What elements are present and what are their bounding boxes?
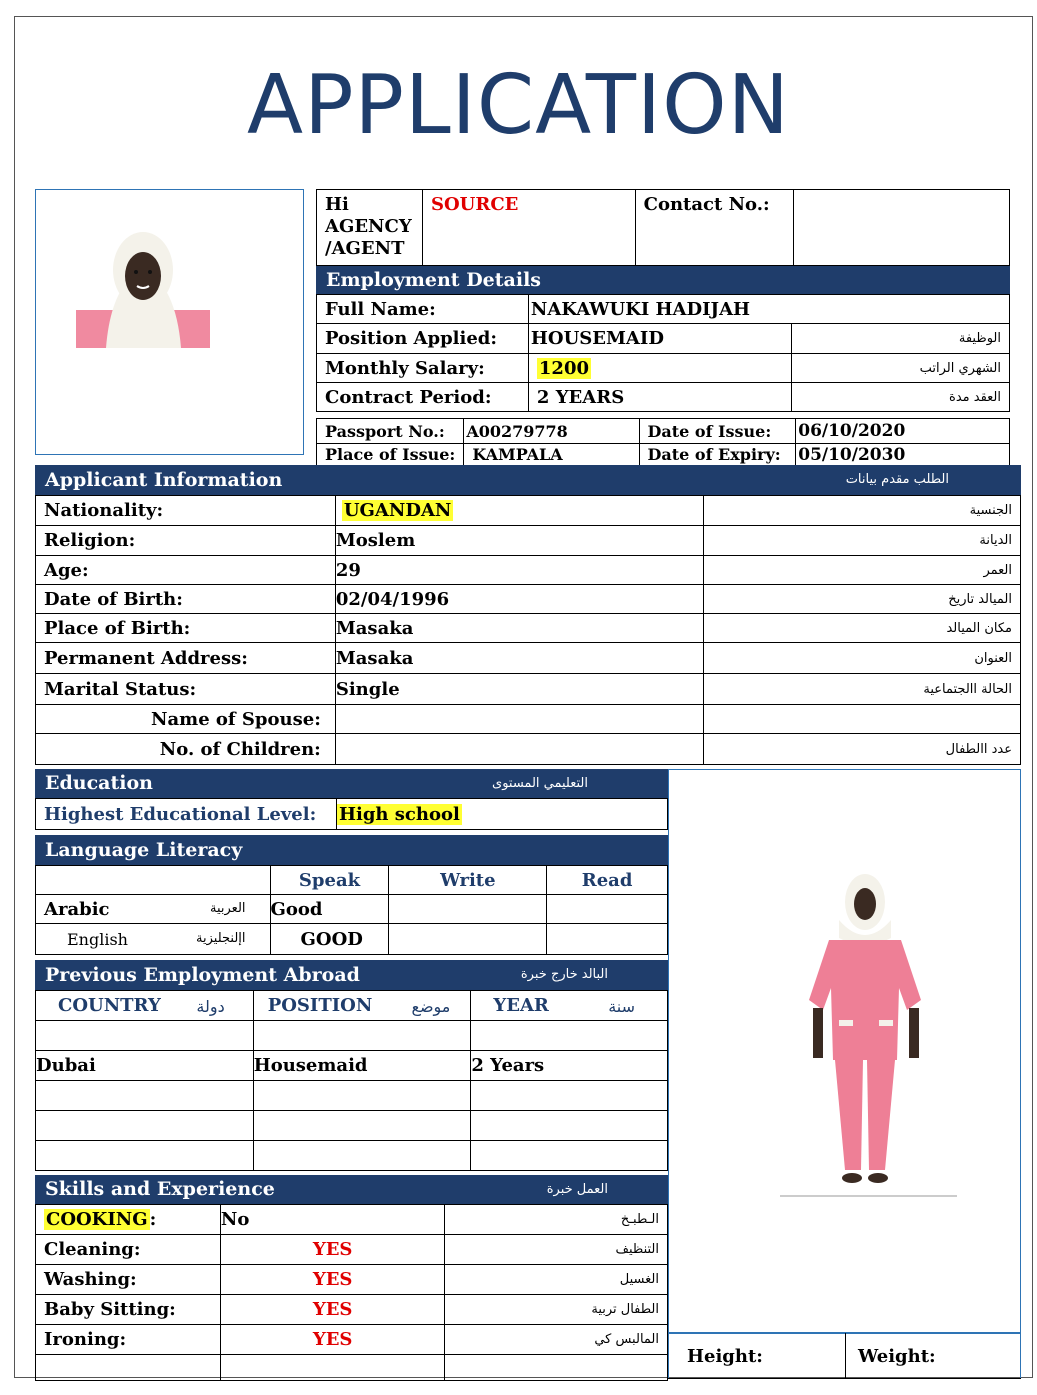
previous-col-country — [36, 991, 254, 1021]
agency-table — [316, 189, 1010, 266]
skill-label: COOKING — [46, 1209, 148, 1230]
applicant-label: Marital Status: — [36, 674, 336, 705]
skill-value: YES — [220, 1295, 445, 1325]
applicant-label: No. of Children: — [36, 734, 336, 765]
applicant-value — [335, 705, 704, 734]
applicant-table — [35, 495, 1021, 765]
skill-label: Ironing: — [44, 1329, 127, 1350]
skill-value: YES — [220, 1235, 445, 1265]
applicant-row — [36, 734, 1021, 765]
skill-value: No — [220, 1205, 445, 1235]
skill-value: YES — [220, 1265, 445, 1295]
applicant-value — [335, 496, 704, 526]
full-name-label: Full Name: — [317, 295, 529, 324]
skill-row — [36, 1265, 668, 1295]
employment-table — [316, 294, 1010, 412]
salary-label: Monthly Salary: — [317, 354, 529, 383]
applicant-row — [36, 556, 1021, 585]
skill-row — [36, 1325, 668, 1355]
applicant-row — [36, 643, 1021, 674]
previous-col-year-label: YEAR — [493, 995, 549, 1016]
salary-ar: الشهري الراتب — [792, 354, 1010, 383]
education-table — [35, 798, 668, 830]
education-level-label: Highest Educational Level: — [36, 799, 337, 830]
language-row-english — [36, 924, 271, 955]
headshot-photo — [36, 190, 303, 454]
previous-country — [36, 1141, 254, 1171]
previous-country: Dubai — [36, 1051, 254, 1081]
full-body-frame — [668, 769, 1021, 1333]
page-title: APPLICATION — [247, 58, 790, 153]
language-name-ar: اإلنجليزية — [196, 931, 246, 946]
skill-label: Washing: — [44, 1269, 137, 1290]
language-col-write: Write — [389, 866, 547, 895]
applicant-ar: الديانة — [704, 526, 1021, 556]
applicant-ar: العمر — [704, 556, 1021, 585]
language-name: English — [67, 929, 128, 949]
salary-value: 1200 — [538, 357, 590, 379]
previous-col-country-label: COUNTRY — [58, 995, 161, 1016]
applicant-ar: مكان الميالد — [704, 614, 1021, 643]
position-value: HOUSEMAID — [528, 324, 792, 354]
language-read — [547, 924, 668, 955]
applicant-row — [36, 674, 1021, 705]
previous-col-position — [253, 991, 471, 1021]
skill-row — [36, 1295, 668, 1325]
language-speak: GOOD — [270, 924, 389, 955]
skills-header-ar: العمل خبرة — [546, 1182, 608, 1197]
skill-label-cell — [36, 1295, 221, 1325]
position-label: Position Applied: — [317, 324, 529, 354]
previous-col-position-label: POSITION — [267, 995, 373, 1016]
applicant-value — [335, 585, 704, 614]
place-issue-label: Place of Issue: — [317, 444, 464, 466]
language-name: Arabic — [44, 898, 110, 920]
language-col-read: Read — [547, 866, 668, 895]
previous-country — [36, 1081, 254, 1111]
skill-ar: الطفال تربية — [445, 1295, 668, 1325]
full-body-photo — [669, 770, 1020, 1332]
skill-row — [36, 1205, 668, 1235]
passport-no-label: Passport No.: — [317, 419, 464, 444]
applicant-value-text: Masaka — [335, 617, 414, 639]
applicant-label: Permanent Address: — [36, 643, 336, 674]
skill-label-cell — [36, 1265, 221, 1295]
applicant-header-label: Applicant Information — [45, 469, 283, 491]
previous-position — [253, 1141, 471, 1171]
previous-position — [253, 1111, 471, 1141]
applicant-ar — [704, 705, 1021, 734]
applicant-label: Age: — [36, 556, 336, 585]
applicant-value-text: Moslem — [335, 530, 416, 551]
skills-table — [35, 1204, 668, 1381]
skill-label-cell — [36, 1235, 221, 1265]
applicant-ar: عدد االطفال — [704, 734, 1021, 765]
applicant-ar: الجنسية — [704, 496, 1021, 526]
issue-date-label: Date of Issue: — [639, 419, 796, 444]
height-label: Height: — [669, 1334, 846, 1379]
language-speak: Good — [270, 895, 389, 924]
contract-ar: العقد مدة — [792, 383, 1010, 412]
previous-col-year — [471, 991, 668, 1021]
skill-value: YES — [220, 1325, 445, 1355]
applicant-row — [36, 526, 1021, 556]
previous-header-label: Previous Employment Abroad — [45, 964, 360, 986]
previous-position — [253, 1021, 471, 1051]
skill-row — [36, 1235, 668, 1265]
applicant-label: Place of Birth: — [36, 614, 336, 643]
previous-col-year-ar: سنة — [608, 997, 635, 1016]
applicant-value — [335, 614, 704, 643]
education-header — [35, 769, 668, 798]
language-row-arabic — [36, 895, 271, 924]
applicant-label: Nationality: — [36, 496, 336, 526]
skill-ar: الغسيل — [445, 1265, 668, 1295]
previous-col-country-ar: دولة — [196, 997, 225, 1016]
language-header — [35, 835, 668, 865]
applicant-value — [335, 526, 704, 556]
language-table — [35, 865, 668, 955]
previous-row — [36, 1021, 668, 1051]
previous-year: 2 Years — [471, 1051, 668, 1081]
passport-table — [316, 418, 1010, 466]
place-issue-value: KAMPALA — [464, 444, 639, 466]
education-level-value: High school — [339, 803, 460, 825]
previous-year — [471, 1111, 668, 1141]
previous-row — [36, 1081, 668, 1111]
language-write — [389, 924, 547, 955]
position-ar: الوظيفة — [792, 324, 1010, 354]
previous-col-position-ar: موضع — [411, 997, 451, 1016]
contract-value: 2 YEARS — [528, 383, 792, 412]
employment-header-label: Employment Details — [326, 269, 541, 291]
passport-no-value: A00279778 — [464, 419, 639, 444]
previous-row — [36, 1141, 668, 1171]
applicant-header — [35, 465, 1021, 495]
contact-label: Contact No.: — [635, 190, 793, 266]
applicant-value-text: Single — [335, 678, 400, 700]
previous-position — [253, 1081, 471, 1111]
previous-year — [471, 1021, 668, 1051]
applicant-value — [335, 643, 704, 674]
applicant-label: Date of Birth: — [36, 585, 336, 614]
applicant-row — [36, 614, 1021, 643]
applicant-label: Religion: — [36, 526, 336, 556]
applicant-row — [36, 585, 1021, 614]
employment-header — [316, 266, 1010, 294]
previous-country — [36, 1021, 254, 1051]
skill-label-suffix: : — [149, 1209, 157, 1230]
skill-ar: التنظيف — [445, 1235, 668, 1265]
skills-header — [35, 1175, 668, 1204]
applicant-ar: الميالد تاريخ — [704, 585, 1021, 614]
skill-label: Cleaning: — [44, 1239, 141, 1260]
previous-row — [36, 1111, 668, 1141]
applicant-label: Name of Spouse: — [36, 705, 336, 734]
expiry-date-value: 05/10/2030 — [796, 444, 1010, 466]
skill-ar: المالبس كي — [445, 1325, 668, 1355]
applicant-value-text: UGANDAN — [343, 500, 452, 521]
applicant-row — [36, 705, 1021, 734]
previous-table — [35, 990, 668, 1171]
applicant-value — [335, 556, 704, 585]
language-header-label: Language Literacy — [45, 839, 243, 861]
previous-country — [36, 1111, 254, 1141]
previous-year — [471, 1081, 668, 1111]
skill-ar: الـطبـخ — [445, 1205, 668, 1235]
applicant-ar: العنوان — [704, 643, 1021, 674]
contact-value — [793, 190, 1009, 266]
applicant-value-text: Masaka — [335, 647, 414, 669]
language-read — [547, 895, 668, 924]
measure-table — [668, 1333, 1021, 1379]
previous-header — [35, 960, 668, 990]
applicant-value — [335, 734, 704, 765]
applicant-header-ar: الطلب مقدم بيانات — [845, 472, 949, 487]
language-col-speak: Speak — [270, 866, 389, 895]
full-name-value: NAKAWUKI HADIJAH — [528, 295, 1009, 324]
weight-label: Weight: — [846, 1334, 1021, 1379]
applicant-row — [36, 496, 1021, 526]
applicant-value — [335, 674, 704, 705]
applicant-value-text: 29 — [335, 559, 361, 581]
education-header-label: Education — [45, 772, 153, 794]
source-label: SOURCE — [422, 190, 635, 266]
language-name-ar: العربية — [210, 901, 246, 916]
expiry-date-label: Date of Expiry: — [639, 444, 796, 466]
applicant-ar: الحالة االجتماعية — [704, 674, 1021, 705]
skill-label: Baby Sitting: — [44, 1299, 176, 1320]
skill-label-cell — [36, 1205, 221, 1235]
applicant-value-text: 02/04/1996 — [335, 588, 450, 610]
agency-label: Hi AGENCY /AGENT — [317, 190, 423, 266]
previous-position: Housemaid — [253, 1051, 471, 1081]
skills-header-label: Skills and Experience — [45, 1178, 275, 1200]
previous-header-ar: البالد خارج خبرة — [520, 967, 608, 982]
headshot-frame — [35, 189, 304, 455]
previous-row — [36, 1051, 668, 1081]
education-header-ar: التعليمي المستوى — [492, 776, 588, 791]
previous-year — [471, 1141, 668, 1171]
language-write — [389, 895, 547, 924]
contract-label: Contract Period: — [317, 383, 529, 412]
skill-label-cell — [36, 1325, 221, 1355]
issue-date-value: 06/10/2020 — [796, 419, 1010, 444]
